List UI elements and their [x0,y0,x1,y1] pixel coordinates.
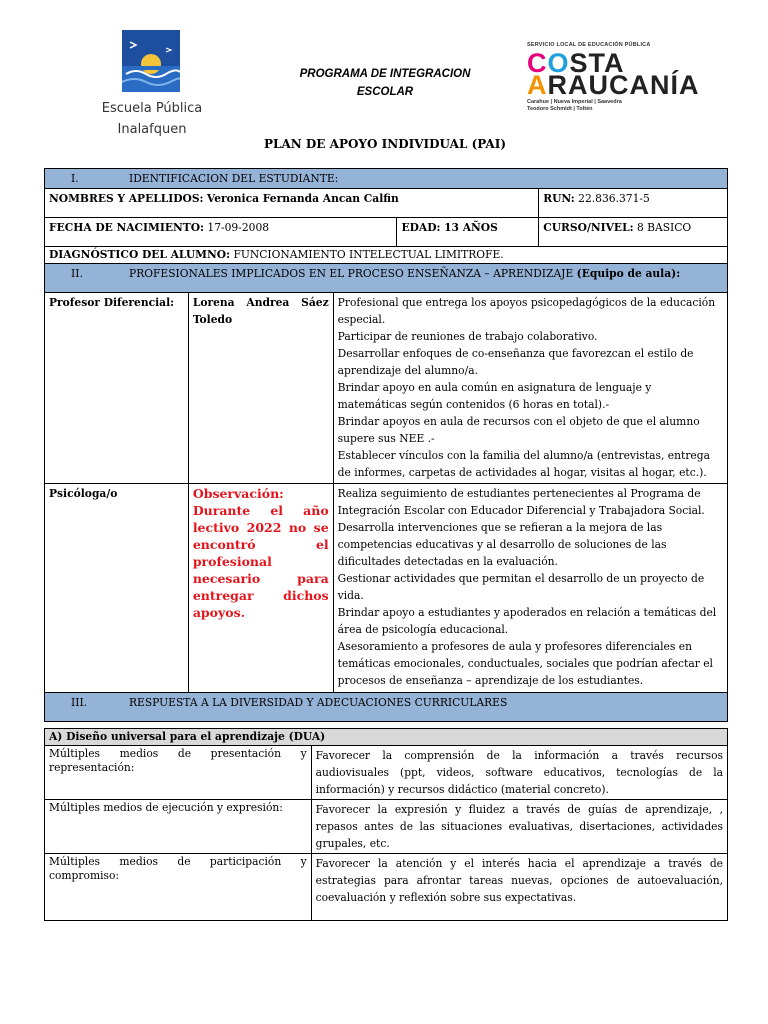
name-label: NOMBRES Y APELLIDOS: [49,192,204,205]
student-name-row [45,189,728,218]
prof1-duty: Brindar apoyo en aula común en asignatura de lenguaje y matemáticas según contenidos (6 horas en total).- [337,381,652,411]
professional-row-diferencial [45,293,728,484]
diagnosis-row [45,247,728,264]
school-name [92,98,212,140]
program-title-line1: PROGRAMA DE INTEGRACION [299,68,471,80]
dua-row-text: Favorecer la atención y el interés hacia el aprendizaje a través de estrategias para afrontar tareas nuevas, opciones de autoevaluación, coevaluación y reflexión sobre sus expectativas. [311,854,727,921]
school-name-line1: Escuela Pública [101,101,203,116]
section2-title: PROFESIONALES IMPLICADOS EN EL PROCESO ENSEÑANZA – APRENDIZAJE [129,267,574,280]
run-label: RUN: [543,192,575,205]
araucania-word: ARAUCANÍA [527,70,700,100]
costa-araucania-logo [527,42,717,112]
dua-row-text: Favorecer la comprensión de la información a través recursos audiovisuales (ppt, videos, software educativos, tecnologías de la información) y recursos didáctico (material concreto). [311,746,727,800]
prof2-observation: Observación: Durante el año lectivo 2022 no se encontró el profesional necesario para entregar dichos apoyos. [192,486,329,620]
prof1-duty: Profesional que entrega los apoyos psicopedagógicos de la educación especial. [337,296,716,326]
section1-title: IDENTIFICACION DEL ESTUDIANTE: [129,172,339,185]
prof2-duties [333,484,727,693]
dua-row-label: Múltiples medios de presentación y representación: [45,746,312,800]
document-title: PLAN DE APOYO INDIVIDUAL (PAI) [263,137,506,151]
diagnosis-label: DIAGNÓSTICO DEL ALUMNO: [49,248,231,261]
dob-value: 17-09-2008 [207,221,270,234]
prof2-role: Psicóloga/o [49,487,118,500]
costa-word-text: STA [569,48,625,78]
prof2-duty: Gestionar actividades que permitan el desarrollo de un proyecto de vida. [337,572,705,602]
section1-number: I. [71,172,79,185]
program-title [270,65,500,101]
dua-row [45,746,728,800]
section2-title-suffix: (Equipo de aula): [576,267,681,280]
program-title-line2: ESCOLAR [356,86,414,98]
dua-row [45,854,728,921]
prof1-duty: Establecer vínculos con la familia del alumno/a (entrevistas, entrega de informes, carpetas de actividades al hogar, visitas al hogar, etc.). [337,449,710,479]
diagnosis-value: FUNCIONAMIENTO INTELECTUAL LIMITROFE. [233,248,504,261]
student-info-table [44,168,728,722]
dua-table [44,728,728,921]
section2-number: II. [71,267,83,280]
section3-header [45,693,728,722]
prof1-duties [333,293,727,484]
dua-row-label: Múltiples medios de ejecución y expresión: [45,800,312,854]
prof1-role: Profesor Diferencial: [49,296,175,309]
run-value: 22.836.371-5 [578,192,650,205]
course-label: CURSO/NIVEL: [543,221,634,234]
student-dob-row [45,218,728,247]
school-name-line2: Inalafquen [117,122,187,137]
costa-locations-2: Teodoro Schmidt | Toltén [527,106,593,112]
prof1-duty: Participar de reuniones de trabajo colaborativo. [337,330,598,343]
section2-header [45,264,728,293]
prof2-duty: Desarrolla intervenciones que se refieran a la mejora de las competencias educativas y al desarrollo de soluciones de las dificultades detectadas en la evaluación. [337,521,667,568]
professional-row-psicologa [45,484,728,693]
prof2-duty: Realiza seguimiento de estudiantes pertenecientes al Programa de Integración Escolar con Educador Diferencial y Trabajadora Social. [337,487,705,517]
prof1-duty: Brindar apoyos en aula de recursos con el objeto de que el alumno supere sus NEE .- [337,415,700,445]
school-logo [122,30,180,92]
dua-row-label: Múltiples medios de participación y compromiso: [45,854,312,921]
dua-title: A) Diseño universal para el aprendizaje (DUA) [49,730,326,743]
costa-locations-1: Carahue | Nueva Imperial | Saavedra [527,99,622,105]
dob-label: FECHA DE NACIMIENTO: [49,221,205,234]
age-label: EDAD: 13 AÑOS [401,221,498,234]
dua-row-text: Favorecer la expresión y fluidez a través de guías de aprendizaje, , repasos antes de las situaciones evaluativas, disertaciones, actividades grupales, etc. [311,800,727,854]
section1-header [45,169,728,189]
section3-title: RESPUESTA A LA DIVERSIDAD Y ADECUACIONES CURRICULARES [129,696,508,709]
costa-service-label: SERVICIO LOCAL DE EDUCACIÓN PÚBLICA [527,42,651,48]
costa-word: COSTA [527,48,625,78]
dua-row [45,800,728,854]
prof2-duty: Brindar apoyo a estudiantes y apoderados en relación a temáticas del área de psicología educacional. [337,606,717,636]
prof2-duty: Asesoramiento a profesores de aula y profesores diferenciales en temáticas emocionales, conductuales, sociales que podrían afectar el procesos de enseñanza – aprendizaje de los estudiantes. [337,640,713,687]
course-value: 8 BASICO [636,221,692,234]
prof1-name: Lorena Andrea Sáez Toledo [192,296,329,326]
dua-header [45,729,728,746]
name-value: Veronica Fernanda Ancan Calfin [206,192,399,205]
prof1-duty: Desarrollar enfoques de co-enseñanza que favorezcan el estilo de aprendizaje del alumno/a. [337,347,694,377]
section3-number: III. [71,696,88,709]
